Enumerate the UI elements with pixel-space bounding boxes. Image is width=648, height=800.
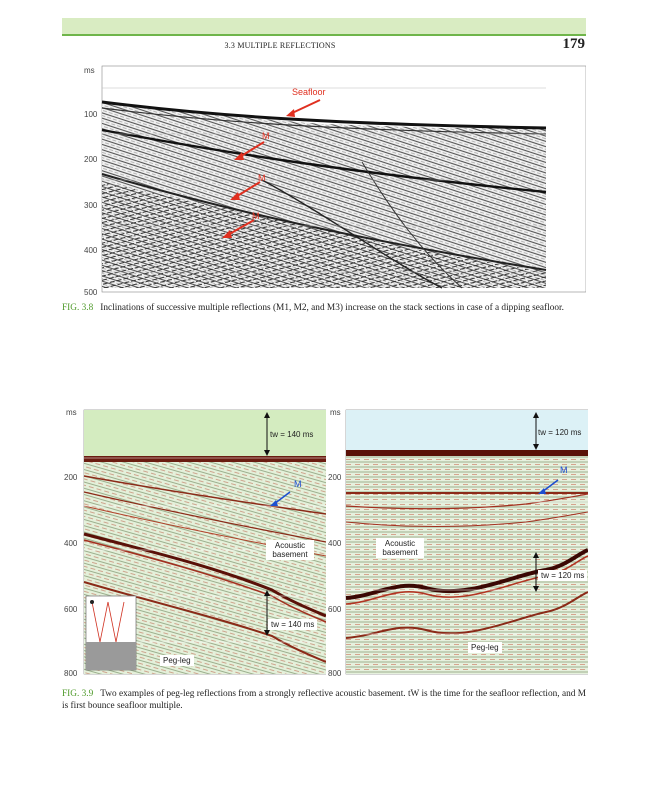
- figure-3-8-seismic-image: [62, 62, 586, 298]
- m3-label: M: [252, 211, 260, 221]
- fig39-left-unit-label: ms: [66, 408, 77, 417]
- fig39-left-peg-leg: Peg-leg: [160, 655, 194, 666]
- fig39-left-tick: 200: [64, 473, 78, 482]
- fig38-tick: 200: [84, 155, 98, 164]
- figure-3-9-right: [326, 406, 588, 678]
- figure-3-8-caption: [62, 302, 586, 314]
- fig39-right-tick: 200: [328, 473, 342, 482]
- fig39-right-tick: 600: [328, 605, 342, 614]
- fig38-caption-text: Inclinations of successive multiple reflections (M1, M2, and M3) increase on the stack sections in case of a dipping seafloor.: [100, 303, 564, 313]
- figure-3-9-right-seismic-image: [326, 406, 588, 678]
- fig39-left-tick: 800: [64, 669, 78, 678]
- fig39-right-unit-label: ms: [330, 408, 341, 417]
- fig39-right-tick: 800: [328, 669, 342, 678]
- fig39-left-tick: 600: [64, 605, 78, 614]
- seafloor-label: Seafloor: [292, 87, 326, 97]
- header-rule: [62, 34, 586, 36]
- fig38-tick: 100: [84, 110, 98, 119]
- fig39-right-peg-leg: Peg-leg: [468, 642, 502, 653]
- fig38-tick: 500: [84, 288, 98, 297]
- page-number: 179: [562, 36, 585, 52]
- figure-3-8: [62, 62, 586, 298]
- m1-label: M: [262, 131, 270, 141]
- fig39-left-m-label: M: [294, 479, 302, 489]
- fig39-left-tick: 400: [64, 539, 78, 548]
- fig38-unit-label: ms: [84, 66, 95, 75]
- fig39-left-tw-lower: tw = 140 ms: [268, 619, 317, 630]
- fig39-right-tw-top: tw = 120 ms: [538, 428, 582, 437]
- fig39-caption-number: FIG. 3.9: [62, 689, 94, 699]
- figure-3-9-caption: [62, 688, 586, 712]
- fig38-tick: 400: [84, 246, 98, 255]
- header-band: [62, 18, 586, 34]
- fig38-caption-number: FIG. 3.8: [62, 303, 94, 313]
- fig39-left-tw-top: tw = 140 ms: [270, 430, 314, 439]
- fig39-right-acoustic-basement: Acoustic basement: [376, 538, 424, 558]
- fig39-caption-text: Two examples of peg-leg reflections from a strongly reflective acoustic basement. tW is the time for the seafloor reflection, and M is first bounce seafloor multiple.: [62, 689, 586, 711]
- fig39-left-acoustic-basement: Acoustic basement: [266, 540, 314, 560]
- fig39-right-m-label: M: [560, 465, 568, 475]
- m2-label: M: [258, 173, 266, 183]
- fig39-right-tw-lower: tw = 120 ms: [538, 570, 587, 581]
- fig39-right-tick: 400: [328, 539, 342, 548]
- running-head: 3.3 MULTIPLE REFLECTIONS: [224, 41, 336, 50]
- fig38-tick: 300: [84, 201, 98, 210]
- figure-3-9-left: [62, 406, 326, 678]
